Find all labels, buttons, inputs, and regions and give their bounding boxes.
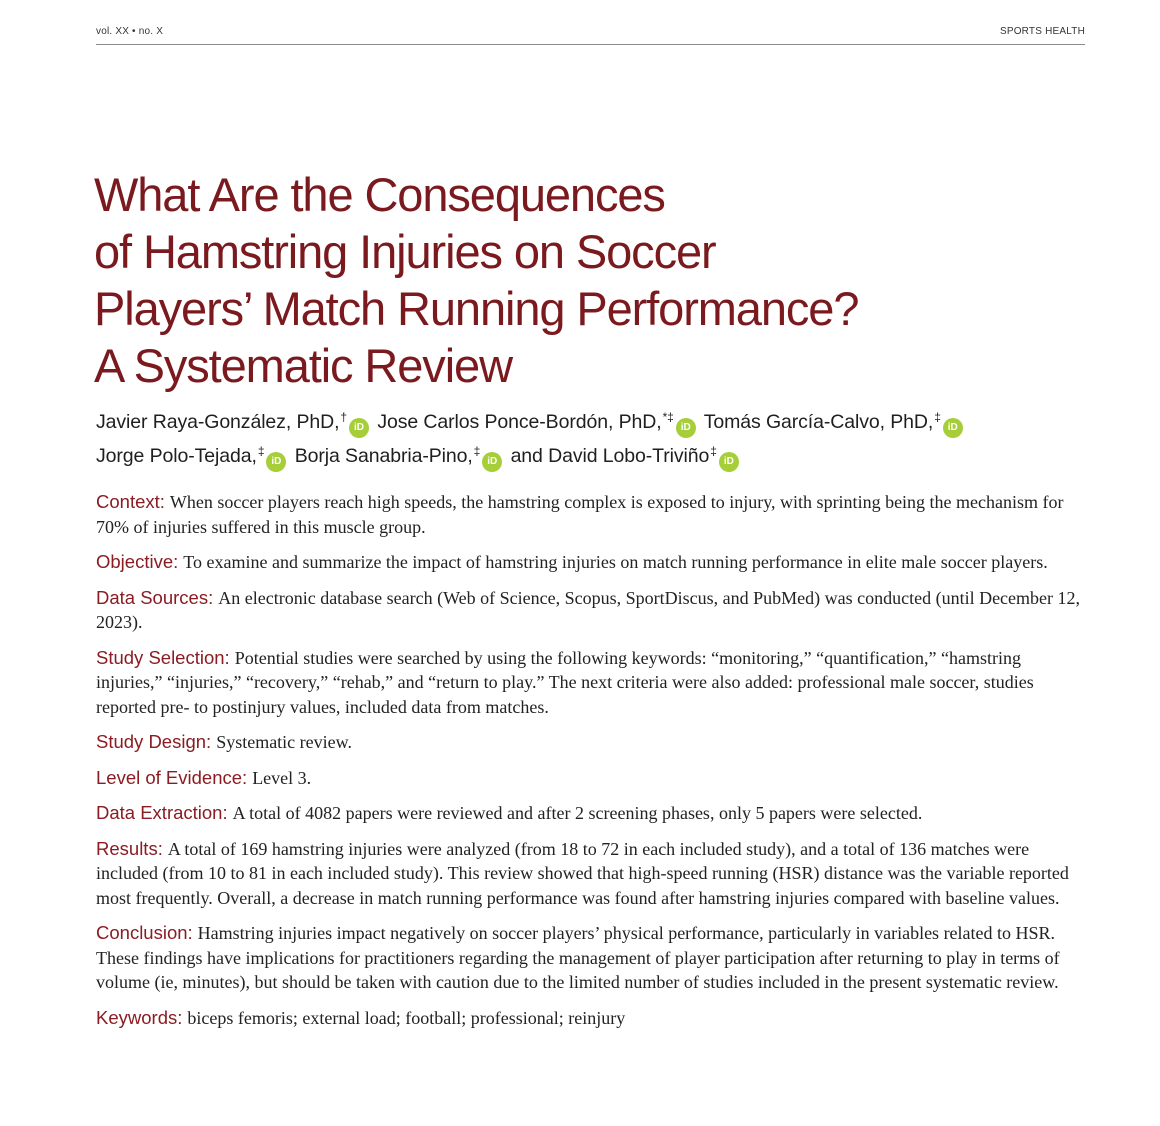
abstract-level-of-evidence — [96, 766, 1086, 791]
section-text: Systematic review. — [216, 732, 352, 752]
abstract-study-design — [96, 730, 1086, 755]
title-line: of Hamstring Injuries on Soccer — [94, 225, 716, 278]
section-text: An electronic database search (Web of Science, Scopus, SportDiscus, and PubMed) was conducted (until December 12, 2023). — [96, 587, 1081, 632]
section-text: When soccer players reach high speeds, the hamstring complex is exposed to injury, with sprinting being the mechanism for 70% of injuries suffered in this muscle group. — [96, 492, 1064, 537]
section-text: Potential studies were searched by using the following keywords: “monitoring,” “quantification,” “hamstring injuries,” “injuries,” “recovery,” “rehab,” and “return to play.” The next criteria were also added: professional male soccer, studies reported pre- to postinjury values, included data from matches. — [96, 647, 1034, 717]
section-text: To examine and summarize the impact of hamstring injuries on match running performance in elite male soccer players. — [183, 552, 1048, 572]
article-title — [94, 166, 1054, 394]
section-label: Conclusion: — [96, 922, 193, 943]
section-text: Level 3. — [252, 767, 312, 788]
author-name: Jose Carlos Ponce-Bordón, PhD, — [377, 411, 662, 433]
title-line: A Systematic Review — [94, 339, 512, 392]
section-text: A total of 169 hamstring injuries were analyzed (from 18 to 72 in each included study), and a total of 136 matches were included (from 10 to 81 in each included study). This review showed that high-speed running (HSR) distance was the variable reported most frequently. Overall, a decrease in match running performance was found after hamstring injuries compared with baseline values. — [96, 838, 1069, 908]
affiliation-mark: † — [340, 410, 347, 424]
abstract-study-selection — [96, 646, 1086, 720]
orcid-icon[interactable]: iD — [719, 452, 739, 472]
orcid-icon[interactable]: iD — [676, 418, 696, 438]
abstract-conclusion — [96, 921, 1086, 995]
author-list — [96, 404, 1096, 472]
abstract-results — [96, 837, 1086, 911]
header-rule — [96, 44, 1085, 45]
title-line: What Are the Consequences — [94, 168, 665, 221]
author-name: Tomás García-Calvo, PhD, — [703, 411, 934, 433]
structured-abstract — [96, 490, 1086, 1041]
orcid-icon[interactable]: iD — [943, 418, 963, 438]
section-label: Data Extraction: — [96, 802, 228, 823]
section-label: Study Design: — [96, 731, 212, 752]
author-name: and David Lobo-Triviño — [510, 445, 710, 467]
abstract-data-extraction — [96, 801, 1086, 826]
section-label: Data Sources: — [96, 586, 214, 608]
affiliation-mark: ‡ — [257, 444, 265, 458]
section-label: Results: — [96, 837, 163, 859]
volume-issue: vol. XX • no. X — [96, 26, 164, 37]
orcid-icon[interactable]: iD — [349, 418, 369, 438]
section-text: biceps femoris; external load; football; professional; reinjury — [187, 1007, 626, 1028]
author-name: Borja Sanabria-Pino, — [294, 445, 473, 467]
abstract-keywords — [96, 1006, 1086, 1031]
orcid-icon[interactable]: iD — [266, 452, 286, 472]
section-text: A total of 4082 papers were reviewed and after 2 screening phases, only 5 papers were selected. — [232, 803, 923, 823]
affiliation-mark: ‡ — [710, 444, 717, 458]
title-line: Players’ Match Running Performance? — [94, 282, 859, 335]
author-name: Jorge Polo-Tejada, — [96, 445, 257, 467]
affiliation-mark: ‡ — [934, 410, 941, 424]
abstract-context — [96, 490, 1086, 539]
author-line — [96, 404, 1096, 438]
affiliation-mark: *‡ — [662, 410, 674, 424]
affiliation-mark: ‡ — [473, 444, 481, 458]
section-label: Context: — [96, 491, 165, 512]
author-line — [96, 438, 1096, 472]
running-head — [96, 26, 1085, 42]
section-label: Keywords: — [96, 1006, 183, 1028]
section-label: Objective: — [96, 551, 179, 572]
section-text: Hamstring injuries impact negatively on soccer players’ physical performance, particularly in variables related to HSR. These findings have implications for practitioners regarding the management of player participation after returning to play in terms of volume (ie, minutes), but should be taken with caution due to the limited number of studies included in the present systematic review. — [96, 923, 1060, 992]
abstract-objective — [96, 550, 1086, 575]
section-label: Level of Evidence: — [96, 766, 248, 788]
orcid-icon[interactable]: iD — [482, 452, 502, 472]
abstract-data-sources — [96, 586, 1086, 635]
journal-name: SPORTS HEALTH — [999, 26, 1085, 37]
author-name: Javier Raya-González, PhD, — [96, 411, 340, 433]
section-label: Study Selection: — [96, 646, 230, 668]
